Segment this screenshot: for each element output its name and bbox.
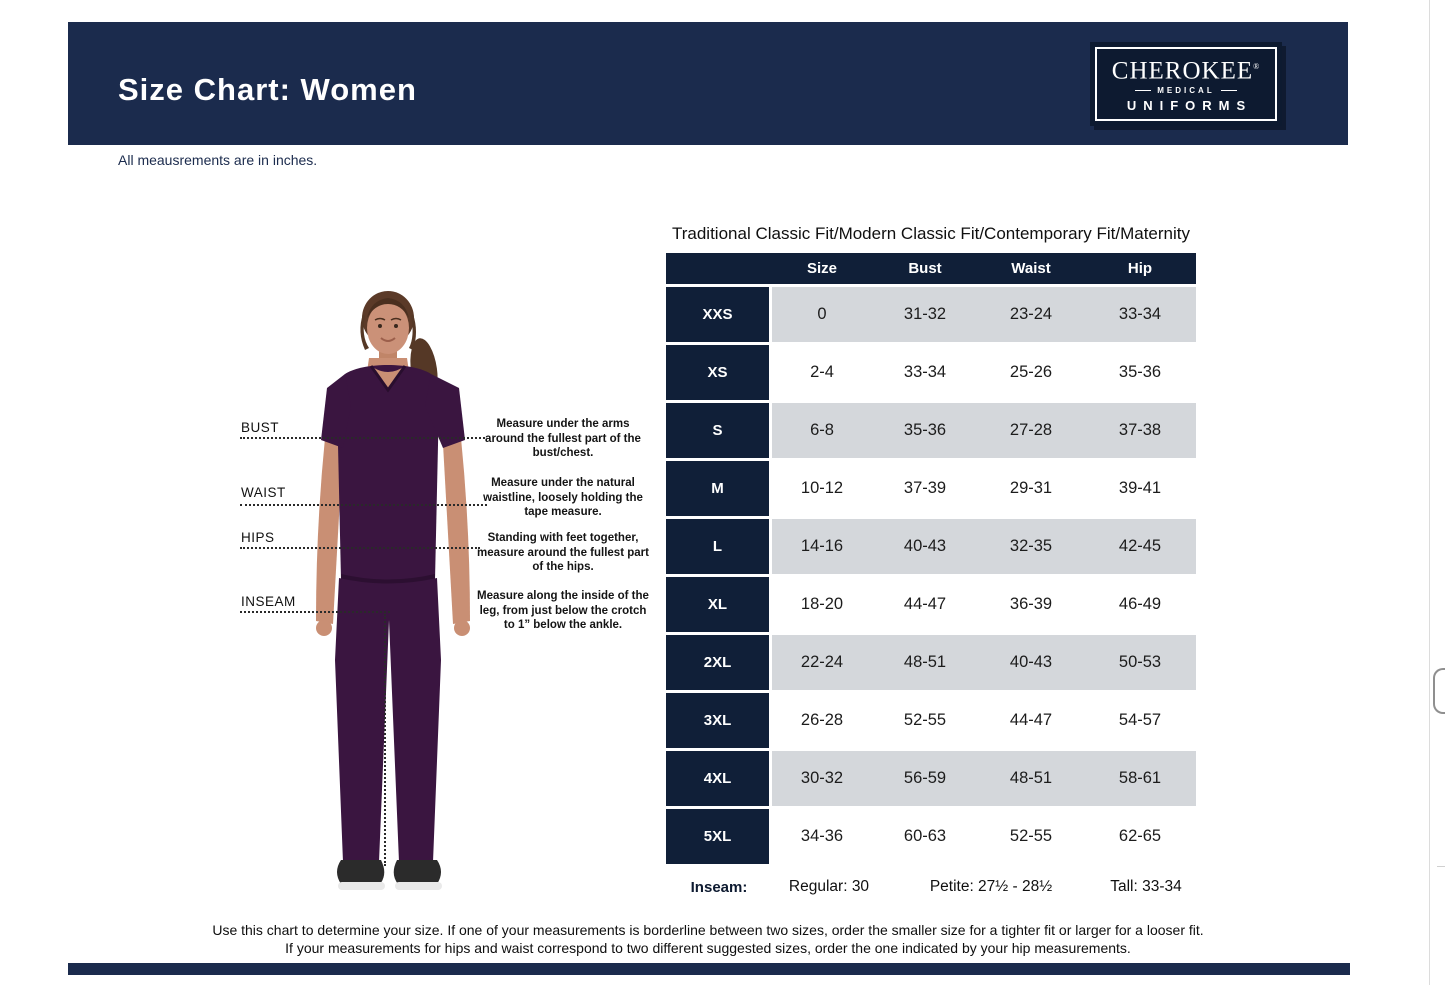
logo-dash-right <box>1221 90 1237 91</box>
table-row <box>666 345 1196 400</box>
cell-size: 34-36 <box>772 809 872 864</box>
registered-mark: ® <box>1253 61 1261 71</box>
cell-waist: 32-35 <box>978 519 1084 574</box>
cherokee-logo <box>1090 42 1282 126</box>
cell-bust: 37-39 <box>872 461 978 516</box>
cherokee-logo-medical <box>1135 86 1236 95</box>
waist-dotted-line <box>240 504 487 506</box>
cell-waist: 44-47 <box>978 693 1084 748</box>
table-row <box>666 403 1196 458</box>
inseam-petite: Petite: 27½ - 28½ <box>929 878 1053 895</box>
table-row <box>666 577 1196 632</box>
header-cell-blank <box>666 253 772 284</box>
bottom-navy-bar <box>68 963 1350 975</box>
edge-tick-mark <box>1437 866 1445 867</box>
table-row <box>666 461 1196 516</box>
cherokee-logo-medical-text: MEDICAL <box>1157 86 1215 96</box>
header-cell-waist: Waist <box>1011 260 1051 277</box>
cell-bust: 31-32 <box>872 287 978 342</box>
cell-hip: 58-61 <box>1084 751 1196 806</box>
row-size-label: 5XL <box>666 809 772 864</box>
bust-dotted-line <box>240 437 485 439</box>
inseam-regular: Regular: 30 <box>788 878 870 895</box>
cell-size: 14-16 <box>772 519 872 574</box>
size-table-title: Traditional Classic Fit/Modern Classic Fit/Contemporary Fit/Maternity <box>671 224 1190 243</box>
cell-waist: 25-26 <box>978 345 1084 400</box>
cell-waist: 29-31 <box>978 461 1084 516</box>
row-size-label: XL <box>666 577 772 632</box>
cell-hip: 35-36 <box>1084 345 1196 400</box>
hips-instruction: Standing with feet together, measure around the fullest part of the hips. <box>477 532 649 573</box>
cherokee-logo-uniforms: UNIFORMS <box>1126 98 1253 114</box>
inseam-tall: Tall: 33-34 <box>1110 878 1182 895</box>
table-row <box>666 809 1196 864</box>
cell-bust: 48-51 <box>872 635 978 690</box>
row-size-label: 3XL <box>666 693 772 748</box>
cell-bust: 44-47 <box>872 577 978 632</box>
row-size-label: 4XL <box>666 751 772 806</box>
row-size-label: L <box>666 519 772 574</box>
hips-dotted-line <box>240 547 480 549</box>
footer-line-2: If your measurements for hips and waist correspond to two different suggested sizes, order the one indicated by your hip measurements. <box>285 939 1131 956</box>
cell-hip: 39-41 <box>1084 461 1196 516</box>
inseam-dotted-line <box>240 611 390 613</box>
cell-hip: 33-34 <box>1084 287 1196 342</box>
logo-dash-left <box>1135 90 1151 91</box>
inseam-instruction: Measure along the inside of the leg, from just below the crotch to 1” below the ankle. <box>477 590 649 631</box>
table-row <box>666 751 1196 806</box>
row-size-label: 2XL <box>666 635 772 690</box>
bust-label: BUST <box>241 420 280 435</box>
cell-bust: 56-59 <box>872 751 978 806</box>
row-size-label: XXS <box>666 287 772 342</box>
cell-size: 10-12 <box>772 461 872 516</box>
header-band <box>68 22 1348 145</box>
page-title: Size Chart: Women <box>118 72 417 107</box>
cell-size: 30-32 <box>772 751 872 806</box>
cell-size: 2-4 <box>772 345 872 400</box>
cell-hip: 37-38 <box>1084 403 1196 458</box>
scrollbar-thumb[interactable] <box>1433 668 1445 714</box>
cell-bust: 33-34 <box>872 345 978 400</box>
cell-waist: 23-24 <box>978 287 1084 342</box>
cherokee-logo-brand <box>1112 55 1260 83</box>
table-row <box>666 519 1196 574</box>
header-cell-size: Size <box>806 260 837 277</box>
cherokee-logo-frame <box>1095 47 1277 121</box>
inseam-vertical-dotted-line <box>384 614 386 866</box>
header-cell-bust: Bust <box>908 260 942 277</box>
inseam-row <box>666 870 1196 904</box>
cell-waist: 52-55 <box>978 809 1084 864</box>
units-note: All meausrements are in inches. <box>118 152 318 168</box>
cell-waist: 27-28 <box>978 403 1084 458</box>
cell-bust: 60-63 <box>872 809 978 864</box>
woman-figure-svg <box>283 288 503 902</box>
cell-bust: 40-43 <box>872 519 978 574</box>
cell-size: 6-8 <box>772 403 872 458</box>
cherokee-logo-wordmark: CHEROKEE <box>1111 57 1254 85</box>
size-table <box>666 224 1196 904</box>
cell-size: 22-24 <box>772 635 872 690</box>
cell-bust: 35-36 <box>872 403 978 458</box>
row-size-label: XS <box>666 345 772 400</box>
size-table-header <box>666 253 1196 284</box>
cell-hip: 46-49 <box>1084 577 1196 632</box>
table-row <box>666 287 1196 342</box>
cell-waist: 40-43 <box>978 635 1084 690</box>
hips-label: HIPS <box>241 530 275 545</box>
footer-line-1: Use this chart to determine your size. If one of your measurements is borderline between two sizes, order the smaller size for a tighter fit or larger for a looser fit. <box>212 922 1204 938</box>
cell-hip: 42-45 <box>1084 519 1196 574</box>
cell-hip: 54-57 <box>1084 693 1196 748</box>
cell-size: 18-20 <box>772 577 872 632</box>
header-cell-hip: Hip <box>1127 260 1153 277</box>
cell-hip: 62-65 <box>1084 809 1196 864</box>
inseam-row-label: Inseam: <box>690 878 748 896</box>
waist-instruction: Measure under the natural waistline, loosely holding the tape measure. <box>483 477 643 518</box>
cell-bust: 52-55 <box>872 693 978 748</box>
row-size-label: M <box>666 461 772 516</box>
cell-waist: 36-39 <box>978 577 1084 632</box>
bust-instruction: Measure under the arms around the fullest part of the bust/chest. <box>485 418 641 459</box>
inseam-label: INSEAM <box>241 594 296 609</box>
cell-size: 0 <box>772 287 872 342</box>
table-row <box>666 635 1196 690</box>
cell-hip: 50-53 <box>1084 635 1196 690</box>
row-size-label: S <box>666 403 772 458</box>
woman-figure-illustration <box>283 288 503 902</box>
cell-waist: 48-51 <box>978 751 1084 806</box>
page-edge-divider <box>1429 0 1430 985</box>
waist-label: WAIST <box>241 485 286 500</box>
footer-notes <box>68 922 1348 957</box>
table-row <box>666 693 1196 748</box>
cell-size: 26-28 <box>772 693 872 748</box>
